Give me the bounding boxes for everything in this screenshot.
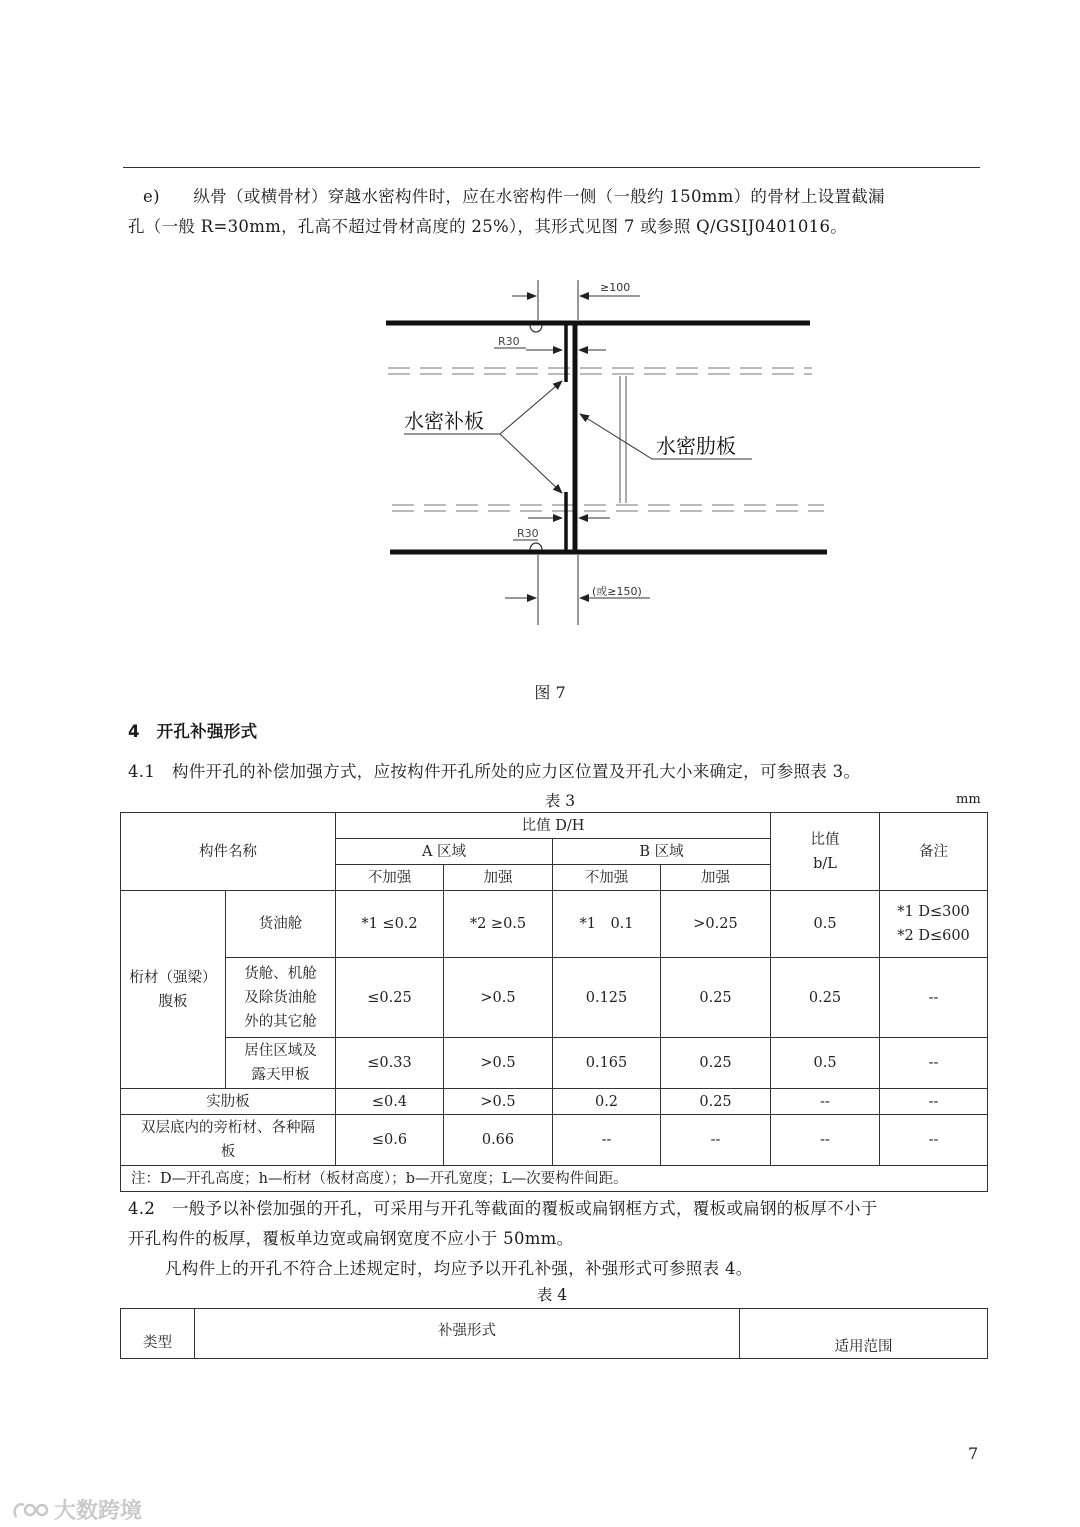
row-name: 货油舱 (226, 891, 336, 958)
dim-top-label: ≥100 (600, 281, 631, 294)
cell: 0.25 (771, 958, 880, 1038)
table-3-caption: 表 3 (544, 792, 576, 810)
table-3 (120, 812, 988, 1192)
header-b-no-reinforce: 不加强 (553, 865, 661, 891)
para-e-line2: 孔（一般 R=30mm，孔高不超过骨材高度的 25%），其形式见图 7 或参照 Q/GSIJ0401016。 (128, 217, 848, 236)
header-a-reinforce: 加强 (444, 865, 553, 891)
cell: ≤0.4 (336, 1089, 444, 1115)
para-4-1: 4.1 构件开孔的补偿加强方式，应按构件开孔所处的应力区位置及开孔大小来确定，可参照表 3。 (128, 762, 861, 781)
header-a-no-reinforce: 不加强 (336, 865, 444, 891)
header-zone-b: B 区域 (553, 839, 771, 865)
para-4-2-line3: 凡构件上的开孔不符合上述规定时，均应予以开孔补强，补强形式可参照表 4。 (165, 1259, 753, 1278)
cell-remark: -- (880, 1089, 988, 1115)
cell: >0.5 (444, 1089, 553, 1115)
watermark (12, 1494, 142, 1525)
table-row (121, 891, 988, 958)
section-4-heading: 4 开孔补强形式 (128, 722, 258, 741)
cell: ≤0.25 (336, 958, 444, 1038)
row-name: 居住区域及 露天甲板 (226, 1038, 336, 1089)
cell: 0.2 (553, 1089, 661, 1115)
cell: 0.165 (553, 1038, 661, 1089)
para-4-2-line1: 4.2 一般予以补偿加强的开孔，可采用与开孔等截面的覆板或扁钢框方式，覆板或扁钢的板厚不小于 (128, 1199, 878, 1218)
row-name: 实肋板 (121, 1089, 336, 1115)
table-row (121, 958, 988, 1038)
cell-remark: *1 D≤300 *2 D≤600 (880, 891, 988, 958)
table-row (121, 1089, 988, 1115)
cell: 0.25 (661, 958, 771, 1038)
figure-7-caption: 图 7 (534, 683, 566, 702)
cell: 0.5 (771, 891, 880, 958)
watermark-text: 大数跨境 (54, 1499, 143, 1524)
header-ratio-bl: 比值 b/L (771, 813, 880, 891)
cell: >0.5 (444, 958, 553, 1038)
cell-remark: -- (880, 958, 988, 1038)
watermark-logo-icon (12, 1499, 50, 1521)
cell: 0.66 (444, 1115, 553, 1166)
r30-bottom-label: R30 (517, 527, 539, 540)
header-zone-a: A 区域 (336, 839, 553, 865)
row-name: 货舱、机舱 及除货油舱 外的其它舱 (226, 958, 336, 1038)
table-3-note: 注：D—开孔高度；h—桁材（板材高度）；b—开孔宽度；L—次要构件间距。 (121, 1166, 988, 1192)
header-ratio-dh: 比值 D/H (336, 813, 771, 839)
cell: ≤0.33 (336, 1038, 444, 1089)
header-b-reinforce: 加强 (661, 865, 771, 891)
label-patch-plate: 水密补板 (404, 409, 484, 433)
cell: *1 ≤0.2 (336, 891, 444, 958)
figure-7-drawing (0, 0, 1080, 700)
cell: ≤0.6 (336, 1115, 444, 1166)
page-number: 7 (968, 1444, 979, 1463)
cell: -- (553, 1115, 661, 1166)
row-name: 双层底内的旁桁材、各种隔 板 (121, 1115, 336, 1166)
cell: 0.125 (553, 958, 661, 1038)
header-reinforce-form: 补强形式 (195, 1309, 740, 1359)
table-row (121, 1038, 988, 1089)
cell-remark: -- (880, 1038, 988, 1089)
table-row (121, 1115, 988, 1166)
cell: -- (771, 1115, 880, 1166)
cell-remark: -- (880, 1115, 988, 1166)
label-watertight-floor: 水密肋板 (656, 434, 736, 458)
header-scope: 适用范围 (740, 1309, 988, 1359)
cell: 0.5 (771, 1038, 880, 1089)
para-e-line1: e) 纵骨（或横骨材）穿越水密构件时，应在水密构件一侧（一般约 150mm）的骨材上设置截漏 (143, 187, 885, 206)
header-type: 类型 (121, 1309, 195, 1359)
cell: 0.25 (661, 1089, 771, 1115)
r30-top-label: R30 (498, 335, 520, 348)
para-4-2-line2: 开孔构件的板厚，覆板单边宽或扁钢宽度不应小于 50mm。 (128, 1229, 574, 1248)
header-remark: 备注 (880, 813, 988, 891)
cell: -- (771, 1089, 880, 1115)
group-girder-web: 桁材（强梁） 腹板 (121, 891, 226, 1089)
dim-bottom-label: (或≥150) (592, 585, 642, 598)
cell: >0.25 (661, 891, 771, 958)
header-member-name: 构件名称 (121, 813, 336, 891)
cell: *1 0.1 (553, 891, 661, 958)
cell: -- (661, 1115, 771, 1166)
table-4-caption: 表 4 (536, 1286, 568, 1304)
table-4 (120, 1308, 988, 1359)
cell: 0.25 (661, 1038, 771, 1089)
table-3-unit: mm (956, 792, 981, 807)
cell: >0.5 (444, 1038, 553, 1089)
cell: *2 ≥0.5 (444, 891, 553, 958)
